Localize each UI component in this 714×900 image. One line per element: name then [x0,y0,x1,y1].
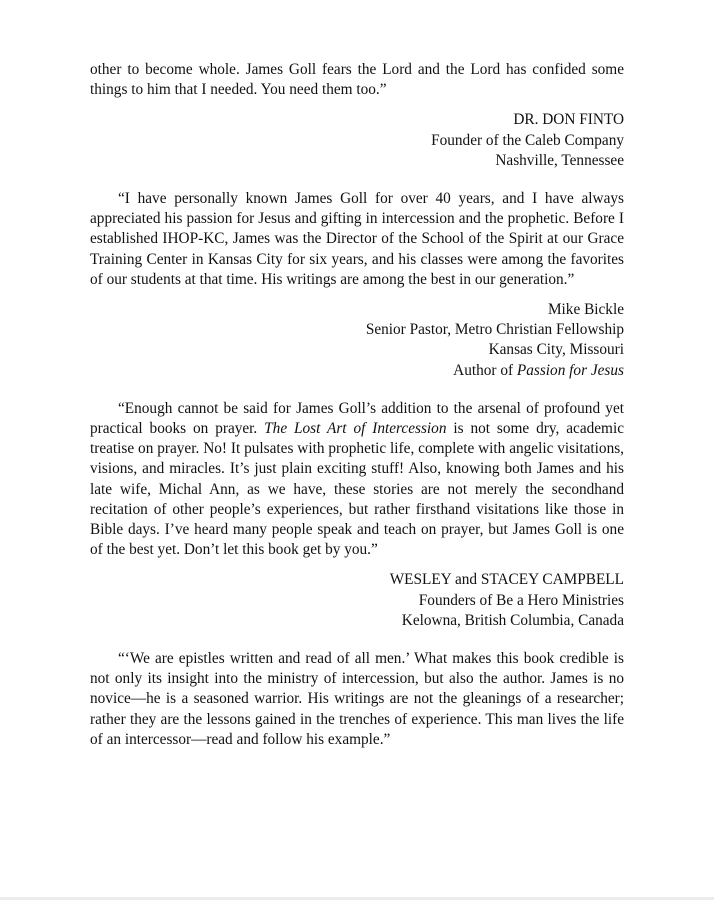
page-content [90,60,624,750]
book-title: The Lost Art of Intercession [264,420,447,438]
signature-location: Nashville, Tennessee [495,151,624,169]
signature-role: Founders of Be a Hero Ministries [418,591,624,609]
signature-author-line [90,361,624,381]
signature-block [90,110,624,171]
book-title: Passion for Jesus [516,361,624,379]
signature-name: WESLEY and STACEY CAMPBELL [389,571,624,589]
testimonial-paragraph [90,399,624,561]
signature-block [90,570,624,631]
signature-name: DR. DON FINTO [513,111,624,129]
signature-location: Kelowna, British Columbia, Canada [401,611,624,629]
signature-role: Founder of the Caleb Company [431,131,624,149]
author-prefix: Author of [453,361,517,379]
signature-role: Senior Pastor, Metro Christian Fellowship [365,321,624,339]
testimonial-paragraph: “‘We are epistles written and read of all men.’ What makes this book credible is not only its insight into the ministry of intercession, but also the author. James is no novice—he is a seasoned warrior. His writings are not the gleanings of a researcher; rather they are the lessons gained in the trenches of experience. This man lives the life of an intercessor—read and follow his example.” [90,650,624,748]
paragraph-text-after: is not some dry, academic treatise on prayer. No! It pulsates with prophetic life, complete with angelic visitations, visions, and miracles. It’s just plain exciting stuff! Also, knowing both James and his late wife, Michal Ann, as we have, these stories are not merely the secondhand recitation of other people’s experiences, but rather firsthand visitations like those in Bible days. I’ve heard many people speak and teach on prayer, but James Goll is one of the best yet. Don’t let this book get by you.” [90,420,624,559]
signature-location: Kansas City, Missouri [488,341,624,359]
signature-name: Mike Bickle [547,301,624,319]
signature-block [90,300,624,381]
paragraph-text-before: “Enough cannot be said for James Goll’s addition to the arsenal of profound yet practical books on prayer. [90,399,624,438]
testimonial-paragraph: “I have personally known James Goll for over 40 years, and I have always appreciated his passion for Jesus and gifting in intercession and the prophetic. Before I established IHOP-KC, James was the Director of the School of the Spirit at our Grace Training Center in Kansas City for six years, and his classes were among the favorites of our students at that time. His writings are among the best in our generation.” [90,190,624,288]
testimonial-paragraph: other to become whole. James Goll fears the Lord and the Lord has confided some things to him that I needed. You need them too.” [90,61,624,99]
